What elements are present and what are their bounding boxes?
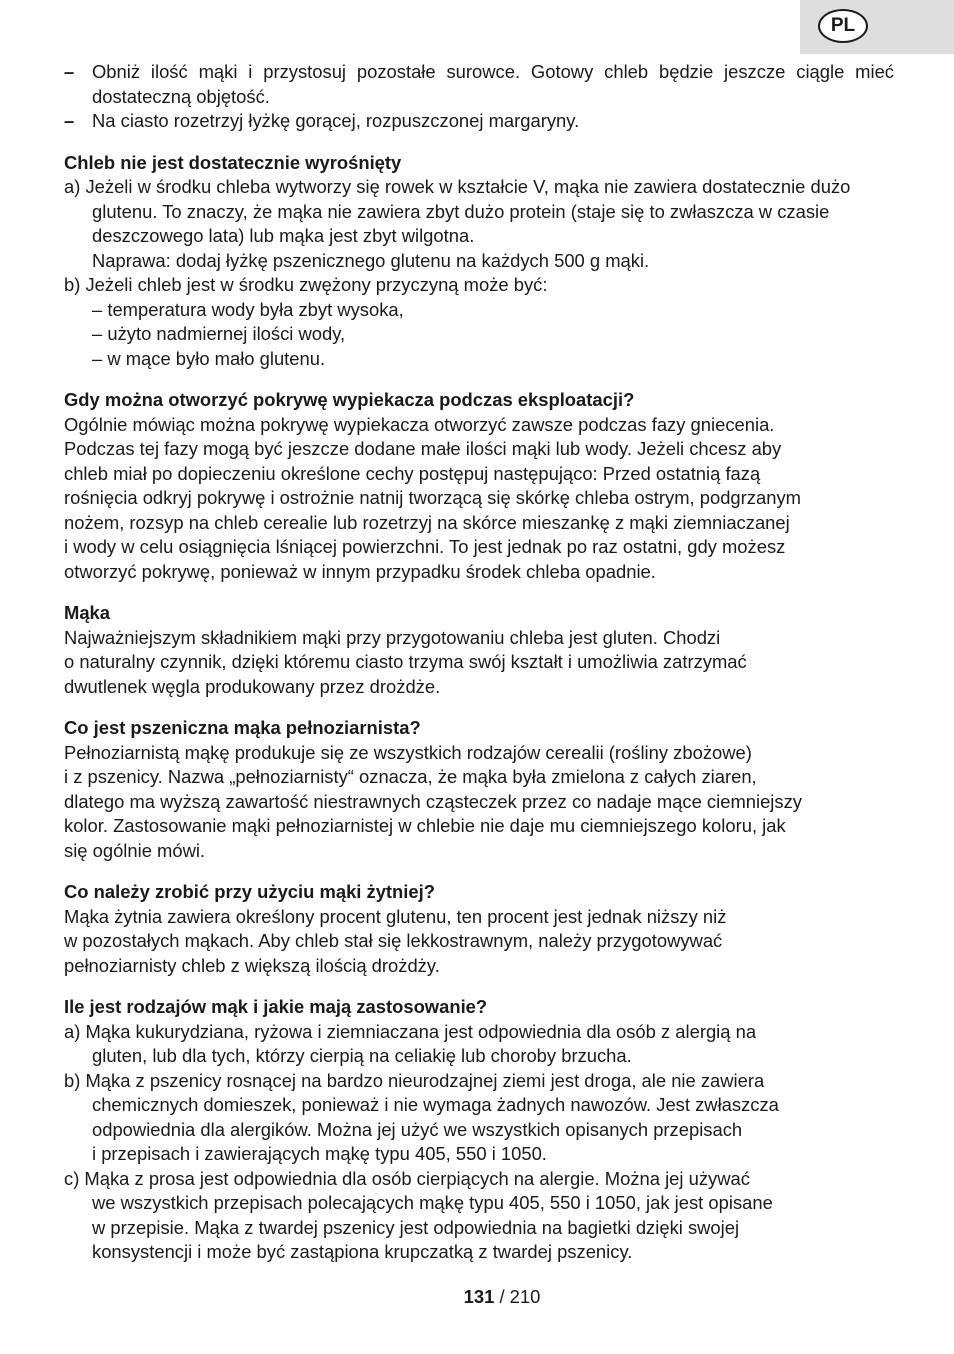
page-number: [0, 1286, 954, 1308]
section-heading: Chleb nie jest dostatecznie wyrośnięty: [64, 151, 402, 173]
text-line: się ogólnie mówi.: [64, 839, 206, 861]
page-separator: /: [494, 1286, 510, 1307]
text-line: nożem, rozsyp na chleb cerealie lub rozetrzyj na skórce mieszankę z mąki ziemniaczanej: [64, 511, 790, 533]
list-item: – temperatura wody była zbyt wysoka,: [92, 298, 404, 320]
text-line: dlatego ma wyższą zawartość niestrawnych cząsteczek przez co nadaje mące ciemniejszy: [64, 790, 802, 812]
section-heading: Co należy zrobić przy użyciu mąki żytniej?: [64, 881, 435, 902]
current-page: 131: [463, 1286, 495, 1307]
text-line: otworzyć pokrywę, ponieważ w innym przypadku środek chleba opadnie.: [64, 560, 656, 582]
section-heading: Co jest pszeniczna mąka pełnoziarnista?: [64, 717, 421, 738]
text-line: Pełnoziarnistą mąkę produkuje się ze wszystkich rodzajów cerealii (rośliny zbożowe): [64, 741, 752, 763]
text-line: i przepisach i zawierających mąkę typu 405, 550 i 1050.: [92, 1143, 547, 1164]
text-line: gluten, lub dla tych, którzy cierpią na celiakię lub choroby brzucha.: [92, 1045, 632, 1066]
total-pages: 210: [509, 1286, 541, 1307]
text-line: kolor. Zastosowanie mąki pełnoziarnistej w chlebie nie daje mu ciemniejszego koloru, jak: [64, 815, 786, 836]
text-line: rośnięcia odkryj pokrywę i ostrożnie natnij tworzącą się skórkę chleba ostrym, podgrzanym: [64, 487, 801, 508]
language-badge: PL: [818, 9, 868, 43]
tip-item: – Obniż ilość mąki i przystosuj pozostałe surowce. Gotowy chleb będzie jeszcze ciągle mieć dostateczną objętość.: [64, 61, 894, 107]
paragraph: b) Jeżeli chleb jest w środku zwężony przyczyną może być:: [64, 274, 548, 295]
text-line: Najważniejszym składnikiem mąki przy przygotowaniu chleba jest gluten. Chodzi: [64, 626, 721, 648]
text-line: i wody w celu osiągnięcia lśniącej powierzchni. To jest jednak po raz ostatni, gdy możesz: [64, 536, 786, 557]
text-line: dwutlenek węgla produkowany przez drożdże.: [64, 675, 441, 697]
text-line: Ogólnie mówiąc można pokrywę wypiekacza otworzyć zawsze podczas fazy gniecenia.: [64, 413, 775, 435]
text-line: a) Mąka kukurydziana, ryżowa i ziemniaczana jest odpowiednia dla osób z alergią na: [64, 1020, 757, 1042]
section-heading: Ile jest rodzajów mąk i jakie mają zastosowanie?: [64, 996, 488, 1017]
page-content: [64, 60, 894, 1265]
text-line: w przepisie. Mąka z twardej pszenicy jest odpowiednia na bagietki dzięki swojej: [92, 1216, 740, 1238]
text-line: c) Mąka z prosa jest odpowiednia dla osób cierpiących na alergie. Można jej używać: [64, 1167, 750, 1189]
paragraph: a) Jeżeli w środku chleba wytworzy się rowek w kształcie V, mąka nie zawiera dostatecznie dużo glutenu. To znaczy, że mąka nie zawiera zbyt dużo protein (staje się to zwłaszcza w czasie deszczowego lata) lub mąka jest zbyt wilgotna.: [64, 176, 851, 246]
section-heading: Gdy można otworzyć pokrywę wypiekacza podczas eksploatacji?: [64, 389, 635, 410]
text-line: i z pszenicy. Nazwa „pełnoziarnisty“ oznacza, że mąka była zmielona z całych ziaren,: [64, 766, 757, 787]
text-line: chemicznych domieszek, ponieważ i nie wymaga żadnych nawozów. Jest zwłaszcza: [92, 1094, 779, 1115]
paragraph: Naprawa: dodaj łyżkę pszenicznego glutenu na każdych 500 g mąki.: [92, 249, 650, 271]
text-line: konsystencji i może być zastąpiona krupczatką z twardej pszenicy.: [92, 1241, 633, 1262]
text-line: chleb miał po dopieczeniu określone cechy postępuj następująco: Przed ostatnią fazą: [64, 462, 761, 484]
text-line: pełnoziarnisty chleb z większą ilością drożdży.: [64, 954, 440, 976]
language-tab: [800, 0, 954, 54]
list-item: – użyto nadmiernej ilości wody,: [92, 323, 346, 344]
text-line: w pozostałych mąkach. Aby chleb stał się lekkostrawnym, należy przygotowywać: [64, 930, 723, 951]
text-line: odpowiednia dla alergików. Można jej użyć we wszystkich opisanych przepisach: [92, 1118, 743, 1140]
list-item: – w mące było mało glutenu.: [92, 347, 326, 369]
tip-item: – Na ciasto rozetrzyj łyżkę gorącej, rozpuszczonej margaryny.: [64, 110, 580, 131]
section-heading: Mąka: [64, 602, 111, 623]
text-line: we wszystkich przepisach polecających mąkę typu 405, 550 i 1050, jak jest opisane: [92, 1192, 773, 1213]
text-line: b) Mąka z pszenicy rosnącej na bardzo nieurodzajnej ziemi jest droga, ale nie zawiera: [64, 1069, 765, 1091]
text-line: Mąka żytnia zawiera określony procent glutenu, ten procent jest jednak niższy niż: [64, 905, 727, 927]
text-line: Podczas tej fazy mogą być jeszcze dodane małe ilości mąki lub wody. Jeżeli chcesz aby: [64, 438, 782, 459]
text-line: o naturalny czynnik, dzięki któremu ciasto trzyma swój kształt i umożliwia zatrzymać: [64, 651, 747, 672]
